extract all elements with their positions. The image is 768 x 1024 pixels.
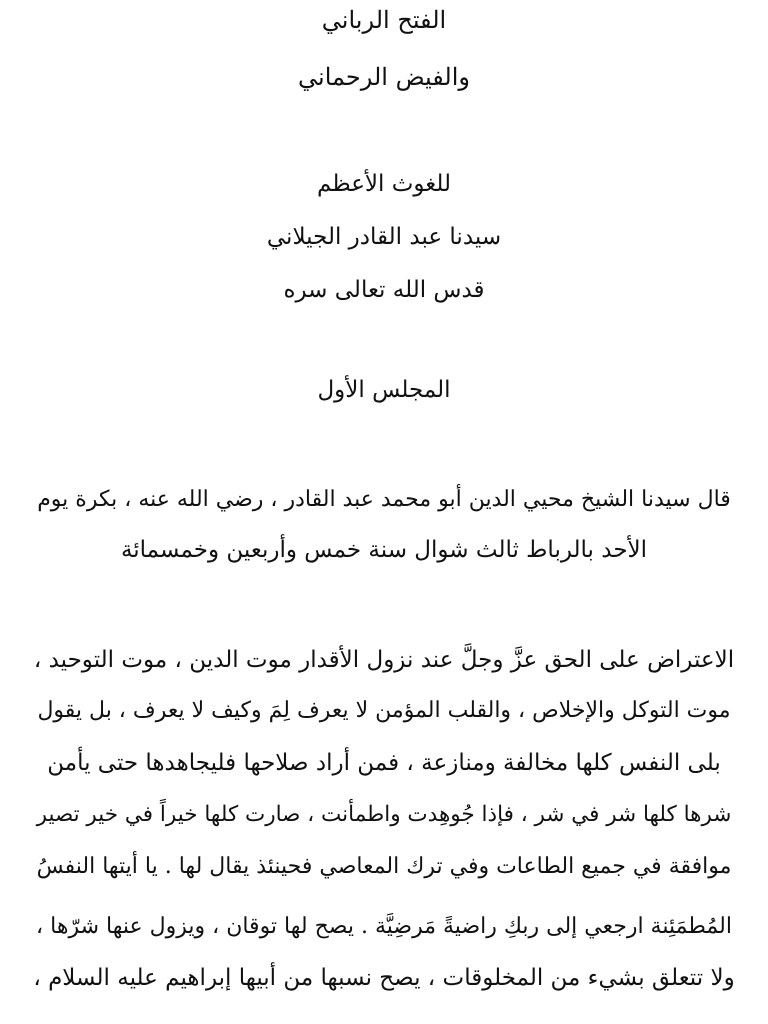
body-line-3: بلى النفس كلها مخالفة ومنازعة ، فمن أراد صلاحها فليجاهدها حتى يأمن xyxy=(47,750,721,776)
body-line-6: المُطمَئِنة ارجعي إلى ربكِ راضيةً مَرضِيَّة . يصح لها توقان ، ويزول عنها شرّها ، xyxy=(36,914,732,939)
body-line-7: ولا تتعلق بشيء من المخلوقات ، يصح نسبها من أبيها إبراهيم عليه السلام ، xyxy=(33,965,735,991)
intro-line-2: الأحد بالرباط ثالث شوال سنة خمس وأربعين وخمسمائة xyxy=(120,537,648,563)
book-title-line-2: والفيض الرحماني xyxy=(298,63,470,91)
section-heading: المجلس الأول xyxy=(317,377,451,403)
author-line-2: سيدنا عبد القادر الجيلاني xyxy=(266,224,502,250)
book-title-line-1: الفتح الرباني xyxy=(321,6,447,34)
author-line-1: للغوث الأعظم xyxy=(317,171,451,197)
body-line-2: موت التوكل والإخلاص ، والقلب المؤمن لا يعرف لِمَ وكيف لا يعرف ، بل يقول xyxy=(37,698,731,723)
author-line-3: قدس الله تعالى سره xyxy=(283,277,485,303)
body-line-5: موافقة في جميع الطاعات وفي ترك المعاصي فحينئذ يقال لها . يا أيتها النفسُ xyxy=(36,854,732,879)
body-line-1: الاعتراض على الحق عزَّ وجلَّ عند نزول الأقدار موت الدين ، موت التوحيد ، xyxy=(33,647,735,673)
body-line-4: شرها كلها شر في شر ، فإذا جُوهِدت واطمأنت ، صارت كلها خيراً في خير تصير xyxy=(36,802,732,827)
intro-line-1: قال سيدنا الشيخ محيي الدين أبو محمد عبد القادر ، رضي الله عنه ، بكرة يوم xyxy=(37,487,731,512)
